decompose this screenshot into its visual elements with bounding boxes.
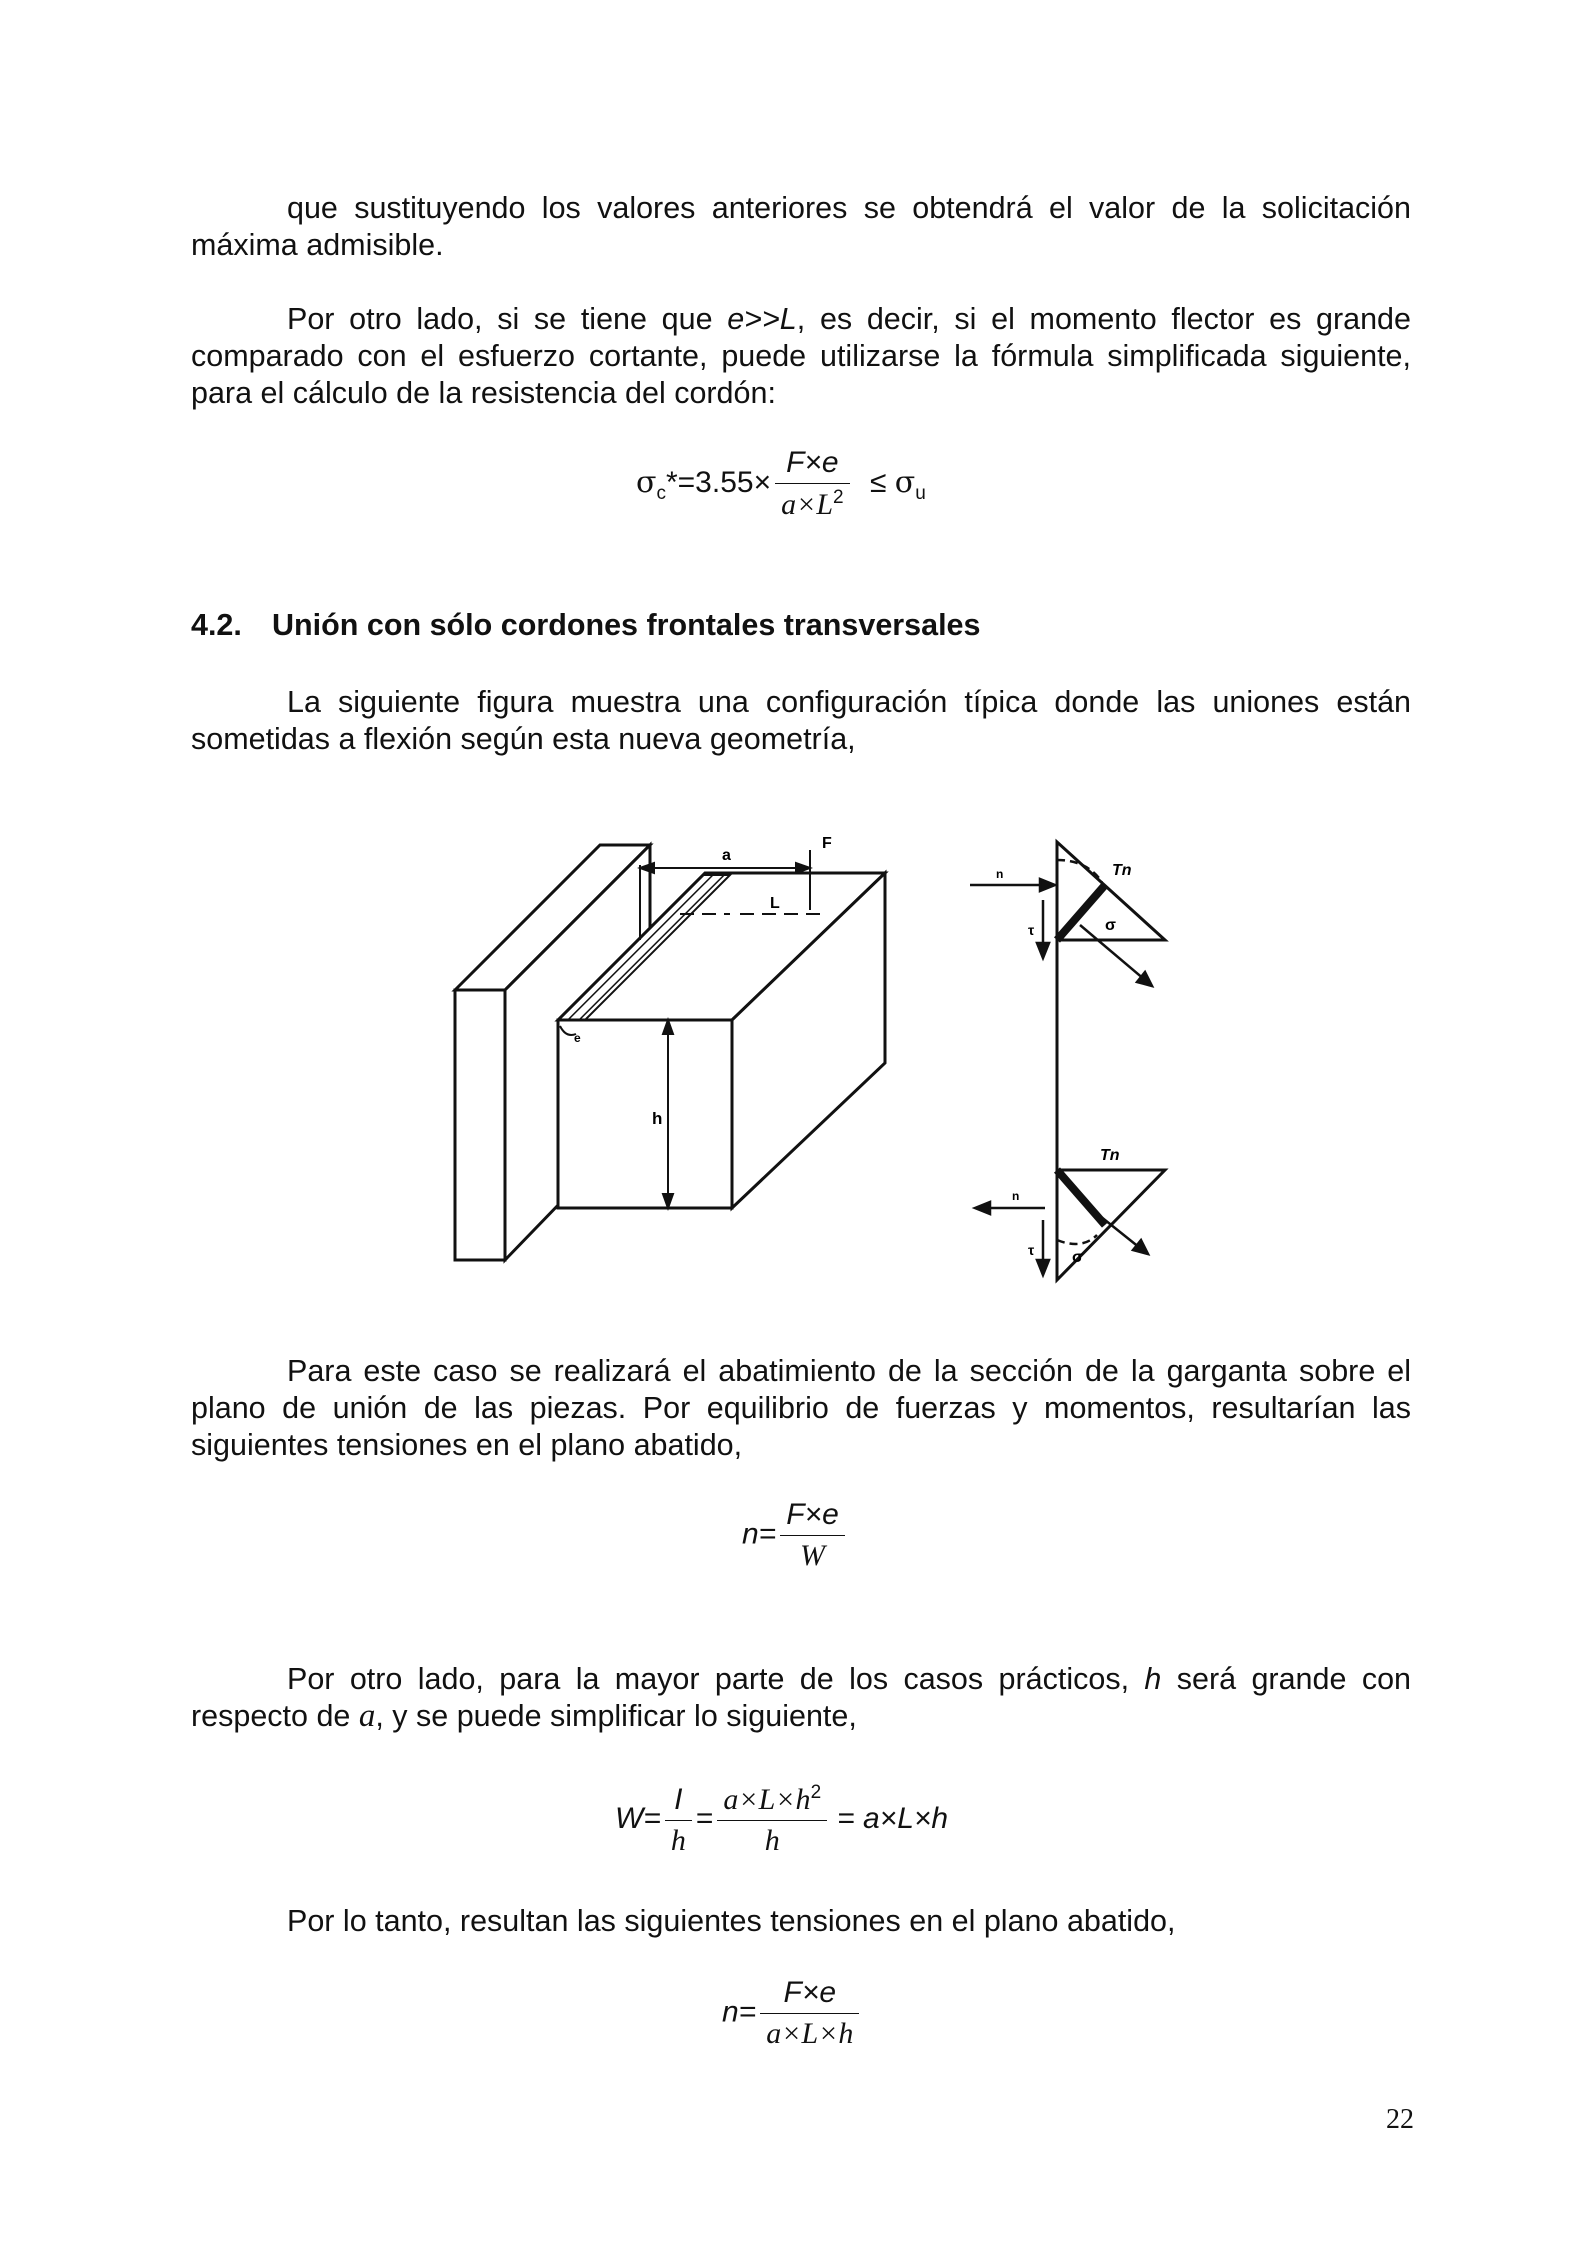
eq1-rhs-sigma: σ — [894, 464, 916, 500]
paragraph-1 — [191, 190, 1411, 264]
eq3-equals: = — [695, 1801, 714, 1835]
eq2-lhs: n= — [742, 1517, 777, 1551]
paragraph-2-emphasis: e>>L — [727, 302, 797, 336]
label-sigma-bottom: σ — [1072, 1249, 1083, 1266]
section-title: Unión con sólo cordones frontales transversales — [272, 608, 981, 642]
paragraph-5 — [191, 1661, 1411, 1735]
eq3-fraction-1 — [665, 1783, 692, 1858]
paragraph-2-text-b: , es decir, si el momento flector es grande comparado con el esfuerzo cortante, puede utilizarse la fórmula simplificada siguiente, para el cálculo de la resistencia del cordón: — [191, 302, 1411, 410]
eq4-numerator: F×e — [760, 1976, 859, 2014]
eq4-fraction — [760, 1976, 859, 2051]
equation-W — [615, 1782, 948, 1858]
paragraph-5-text-b: será grande con respecto de — [191, 1662, 1411, 1733]
label-n-bottom: n — [1012, 1189, 1020, 1203]
eq4-denominator: a×L×h — [766, 2017, 854, 2050]
equation-n-final — [722, 1976, 863, 2051]
paragraph-5-text-a: Por otro lado, para la mayor parte de los casos prácticos, — [287, 1662, 1145, 1696]
label-n-top: n — [996, 867, 1004, 881]
eq3-denominator-1: h — [670, 1823, 686, 1857]
page-number: 22 — [1386, 2104, 1414, 2135]
label-e: e — [574, 1031, 581, 1045]
paragraph-3 — [191, 684, 1411, 758]
eq1-lhs: *=3.55× — [665, 465, 772, 499]
paragraph-3-text: La siguiente figura muestra una configuración típica donde las uniones están sometidas a flexión según esta nueva geometría, — [191, 685, 1411, 756]
stress-diagram — [1057, 842, 1165, 1280]
eq3-fraction-2 — [717, 1782, 827, 1858]
label-tn-bottom: Tn — [1100, 1147, 1120, 1164]
label-h: h — [652, 1109, 663, 1128]
section-number: 4.2. — [191, 608, 242, 642]
eq1-denominator: a×L — [781, 488, 834, 521]
equation-sigma-c — [636, 446, 926, 522]
eq4-lhs: n= — [722, 1995, 757, 2029]
label-tau-bottom: τ — [1028, 1242, 1035, 1258]
eq1-numerator: F×e — [775, 446, 850, 484]
eq3-denominator-2: h — [764, 1824, 780, 1857]
eq2-fraction — [780, 1498, 845, 1573]
paragraph-1-text: que sustituyendo los valores anteriores se obtendrá el valor de la solicitación máxima admisible. — [191, 191, 1411, 262]
eq3-numerator-2-exp: 2 — [810, 1782, 822, 1803]
paragraph-2 — [191, 301, 1411, 412]
equation-n-W — [742, 1498, 849, 1573]
eq3-lhs: W= — [615, 1801, 661, 1835]
eq2-denominator: W — [799, 1539, 825, 1572]
eq1-relation: ≤ — [869, 465, 887, 499]
label-L: L — [770, 895, 780, 912]
paragraph-4-text: Para este caso se realizará el abatimiento de la sección de la garganta sobre el plano de unión de las piezas. Por equilibrio de fuerzas y momentos, resultarían las siguientes tensiones en el plano abatido, — [191, 1354, 1411, 1462]
eq1-sub-c: c — [656, 482, 666, 504]
eq1-rhs-sub: u — [915, 482, 926, 504]
paragraph-5-text-c: , y se puede simplificar lo siguiente, — [375, 1699, 857, 1733]
weld-figure — [440, 830, 1200, 1300]
eq2-numerator: F×e — [780, 1498, 845, 1536]
label-sigma-top: σ — [1105, 917, 1116, 934]
eq3-rhs: = a×L×h — [837, 1801, 949, 1835]
paragraph-5-h: h — [1144, 1662, 1162, 1696]
label-F: F — [822, 835, 832, 852]
section-heading — [191, 608, 980, 643]
paragraph-6-text: Por lo tanto, resultan las siguientes tensiones en el plano abatido, — [287, 1904, 1176, 1938]
eq1-denominator-exp: 2 — [833, 487, 844, 508]
paragraph-6 — [191, 1903, 1411, 1940]
eq3-numerator-2: a×L×h — [723, 1783, 811, 1816]
label-tn-top: Tn — [1112, 862, 1132, 879]
paragraph-5-a: a — [358, 1698, 376, 1734]
paragraph-4 — [191, 1353, 1411, 1464]
eq3-numerator-1: I — [665, 1783, 692, 1821]
label-a: a — [722, 847, 731, 864]
label-tau-top: τ — [1028, 922, 1035, 938]
eq1-fraction — [775, 446, 850, 522]
eq1-sigma: σ — [636, 464, 657, 500]
paragraph-2-text-a: Por otro lado, si se tiene que — [287, 302, 728, 336]
